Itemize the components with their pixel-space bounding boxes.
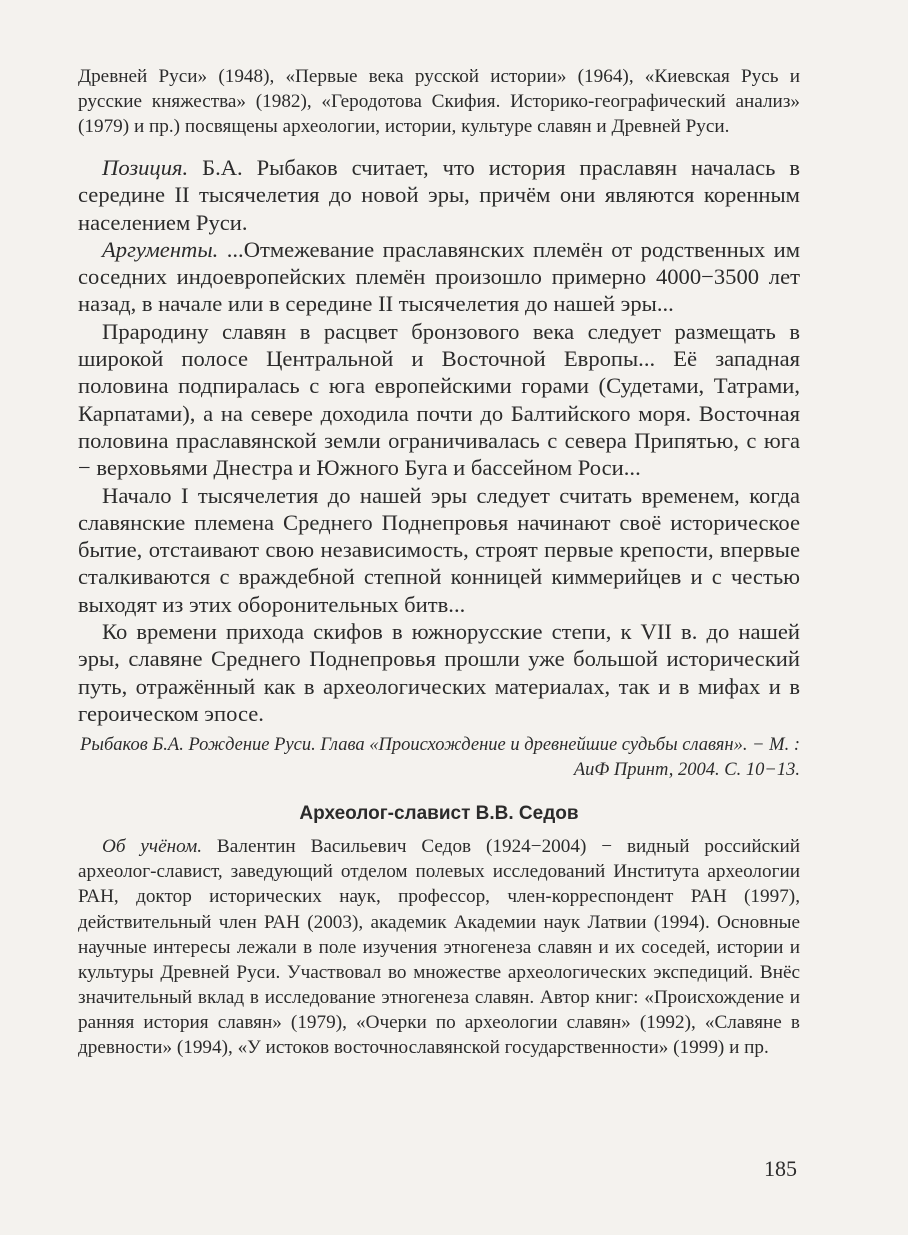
- homeland-paragraph: Прародину славян в расцвет бронзового века следует размещать в широкой полосе Центральной и Восточной Европы... Её западная половина подпиралась с юга европейскими горами (Судетами, Татрами, Карпатами), а на севере доходила почти до Балтийского моря. Восточная половина праславянской земли ограничивалась с севера Припятью, с юга − верховьями Днестра и Южного Буга и бассейном Роси...: [78, 318, 800, 481]
- arguments-paragraph: [78, 236, 800, 318]
- arguments-label: Аргументы.: [102, 236, 219, 262]
- position-label: Позиция.: [102, 155, 189, 180]
- position-text: Б.А. Рыбаков считает, что история праславян началась в середине II тысячелетия до новой эры, причём они являются коренным населением Руси.: [78, 155, 800, 235]
- page-number: 185: [764, 1156, 797, 1181]
- source-citation: Рыбаков Б.А. Рождение Руси. Глава «Происхождение и древнейшие судьбы славян». − М. : АиФ Принт, 2004. С. 10−13.: [80, 735, 800, 781]
- millennium-paragraph: Начало I тысячелетия до нашей эры следует считать временем, когда славянские племена Среднего Поднепровья начинают своё историческое бытие, отстаивают свою независимость, строят первые крепости, впервые сталкиваются с враждебной степной конницей киммерийцев и с честью выходят из этих оборонительных битв...: [78, 482, 800, 617]
- section-heading: Археолог-славист В.В. Седов: [299, 803, 579, 825]
- intro-paragraph: Древней Руси» (1948), «Первые века русской истории» (1964), «Киевская Русь и русские княжества» (1982), «Геродотова Скифия. Историко-географический анализ» (1979) и пр.) посвящены археологии, истории, культуре славян и Древней Руси.: [78, 66, 800, 137]
- arguments-text: ...Отмежевание праславянских племён от родственных им соседних индоевропейских племён произошло примерно 4000−3500 лет назад, в начале или в середине II тысячелетия до нашей эры...: [78, 236, 800, 317]
- position-paragraph: [78, 154, 800, 236]
- rybakov-quote: [78, 154, 800, 727]
- bio-paragraph: [78, 834, 800, 1060]
- scythians-paragraph: Ко времени прихода скифов в южнорусские степи, к VII в. до нашей эры, славяне Среднего Поднепровья прошли уже большой исторический путь, отражённый как в археологических материалах, так и в мифах и в героическом эпосе.: [78, 619, 800, 726]
- bio-label: Об учёном.: [102, 836, 203, 858]
- page-content: [78, 64, 800, 1060]
- bio-text: Валентин Васильевич Седов (1924−2004) − видный российский археолог-славист, заведующий отделом полевых исследований Института археологии РАН, доктор исторических наук, профессор, член-корреспондент РАН (1997), действительный член РАН (2003), академик Академии наук Латвии (1994). Основные научные интересы лежали в поле изучения этногенеза славян и их соседей, истории и культуры Древней Руси. Участвовал во множестве археологических экспедиций. Внёс значительный вклад в исследование этногенеза славян. Автор книг: «Происхождение и ранняя история славян» (1979), «Очерки по археологии славян» (1992), «Славяне в древности» (1994), «У истоков восточнославянской государственности» (1999) и пр.: [78, 836, 800, 1058]
